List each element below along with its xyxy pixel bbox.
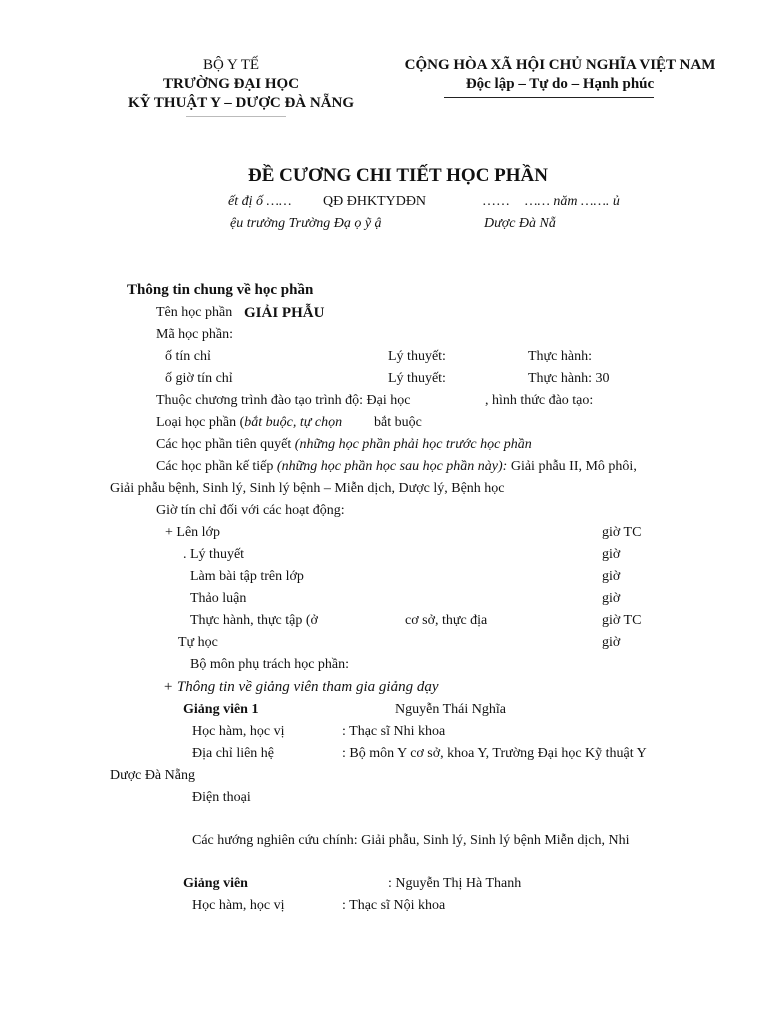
lecturer1-title-value: : Thạc sĩ Nhi khoa <box>342 724 446 739</box>
decision-dots: …… <box>482 194 510 209</box>
course-type-options: bắt buộc, tự chọn <box>244 415 343 430</box>
school-name-line2: KỸ THUẬT Y – DƯỢC ĐÀ NẴNG <box>127 95 355 111</box>
lecturer1-address-value: : Bộ môn Y cơ sở, khoa Y, Trường Đại học Kỹ thuật Y <box>342 746 647 761</box>
activity-discussion-label: Thảo luận <box>190 591 247 606</box>
lecturer2-title-value: : Thạc sĩ Nội khoa <box>342 898 446 913</box>
activity-practice-unit: giờ TC <box>602 613 642 628</box>
course-name-value: GIẢI PHẪU <box>244 305 325 321</box>
course-type-line <box>156 416 342 430</box>
lecturer1-research: Các hướng nghiên cứu chính: Giải phẫu, Sinh lý, Sinh lý bệnh Miễn dịch, Nhi <box>192 833 630 848</box>
prerequisites-line <box>156 438 532 452</box>
decision-date: …… năm ……. ủ <box>525 194 620 209</box>
activity-exercise-label: Làm bài tập trên lớp <box>190 569 304 584</box>
activity-theory-label: . Lý thuyết <box>183 547 245 562</box>
lecturers-heading: + Thông tin về giảng viên tham gia giảng dạy <box>163 679 439 695</box>
issuer-prefix: ệu trưởng Trường Đạ ọ ỹ ậ <box>230 216 382 231</box>
course-name-label: Tên học phần <box>156 305 233 320</box>
header-left-underline <box>186 116 286 117</box>
lecturer1-phone-label: Điện thoại <box>192 790 251 805</box>
next-courses-list-1: Giải phẫu II, Mô phôi, <box>510 459 637 474</box>
country-name: CỘNG HÒA XÃ HỘI CHỦ NGHĨA VIỆT NAM <box>404 57 716 73</box>
activity-lecture-unit: giờ TC <box>602 525 642 540</box>
course-type-value: bắt buộc <box>374 415 422 430</box>
activity-practice-label: Thực hành, thực tập (ở <box>190 613 318 628</box>
document-title: ĐỀ CƯƠNG CHI TIẾT HỌC PHẦN <box>248 165 548 186</box>
lecturer2-title-label: Học hàm, học vị <box>192 898 285 913</box>
hours-theory-label: Lý thuyết: <box>388 371 446 386</box>
hours-activity-label: Giờ tín chỉ đối với các hoạt động: <box>156 503 345 518</box>
decision-prefix: ết đị ố …… <box>228 194 292 209</box>
lecturer1-address-label: Địa chỉ liên hệ <box>192 746 275 761</box>
next-courses-line <box>156 460 637 474</box>
national-motto: Độc lập – Tự do – Hạnh phúc <box>465 76 655 92</box>
course-type-label: Loại học phần ( <box>156 415 245 430</box>
decision-code: QĐ ĐHKTYDĐN <box>323 194 427 209</box>
next-courses-note: (những học phần học sau học phần này): <box>276 459 508 474</box>
hours-practice-label: Thực hành: 30 <box>528 371 610 386</box>
lecturer2-label: Giảng viên <box>183 876 248 891</box>
lecturer1-address-cont: Dược Đà Nẵng <box>110 768 195 783</box>
activity-self-study-label: Tự học <box>178 635 218 650</box>
hours-label: ố giờ tín chỉ <box>165 371 233 386</box>
credits-label: ố tín chỉ <box>165 349 211 364</box>
department-label: Bộ môn phụ trách học phần: <box>190 657 350 672</box>
activity-practice-place: cơ sở, thực địa <box>405 613 488 628</box>
activity-exercise-unit: giờ <box>602 569 621 584</box>
ministry-name: BỘ Y TẾ <box>202 57 260 73</box>
prerequisites-note: (những học phần phải học trước học phần <box>294 437 532 452</box>
lecturer1-name: Nguyễn Thái Nghĩa <box>395 702 506 717</box>
credits-theory-label: Lý thuyết: <box>388 349 446 364</box>
next-courses-label: Các học phần kế tiếp <box>156 459 274 474</box>
credits-practice-label: Thực hành: <box>528 349 592 364</box>
issuer-suffix: Dược Đà Nẵ <box>484 216 556 231</box>
next-courses-list-2: Giải phẫu bệnh, Sinh lý, Sinh lý bệnh – Miễn dịch, Dược lý, Bệnh học <box>110 481 505 496</box>
lecturer1-title-label: Học hàm, học vị <box>192 724 285 739</box>
activity-lecture-label: + Lên lớp <box>165 525 220 540</box>
motto-underline <box>444 97 654 98</box>
school-name-line1: TRƯỜNG ĐẠI HỌC <box>162 76 300 92</box>
course-code-label: Mã học phần: <box>156 327 233 342</box>
program-text: Thuộc chương trình đào tạo trình độ: Đại học <box>156 393 411 408</box>
lecturer2-name: : Nguyễn Thị Hà Thanh <box>388 876 522 891</box>
prerequisites-label: Các học phần tiên quyết <box>156 437 292 452</box>
activity-theory-unit: giờ <box>602 547 621 562</box>
lecturer1-label: Giảng viên 1 <box>183 702 259 717</box>
program-form: , hình thức đào tạo: <box>485 393 594 408</box>
activity-self-study-unit: giờ <box>602 635 621 650</box>
activity-discussion-unit: giờ <box>602 591 621 606</box>
section-heading-general-info: Thông tin chung về học phần <box>127 282 314 298</box>
